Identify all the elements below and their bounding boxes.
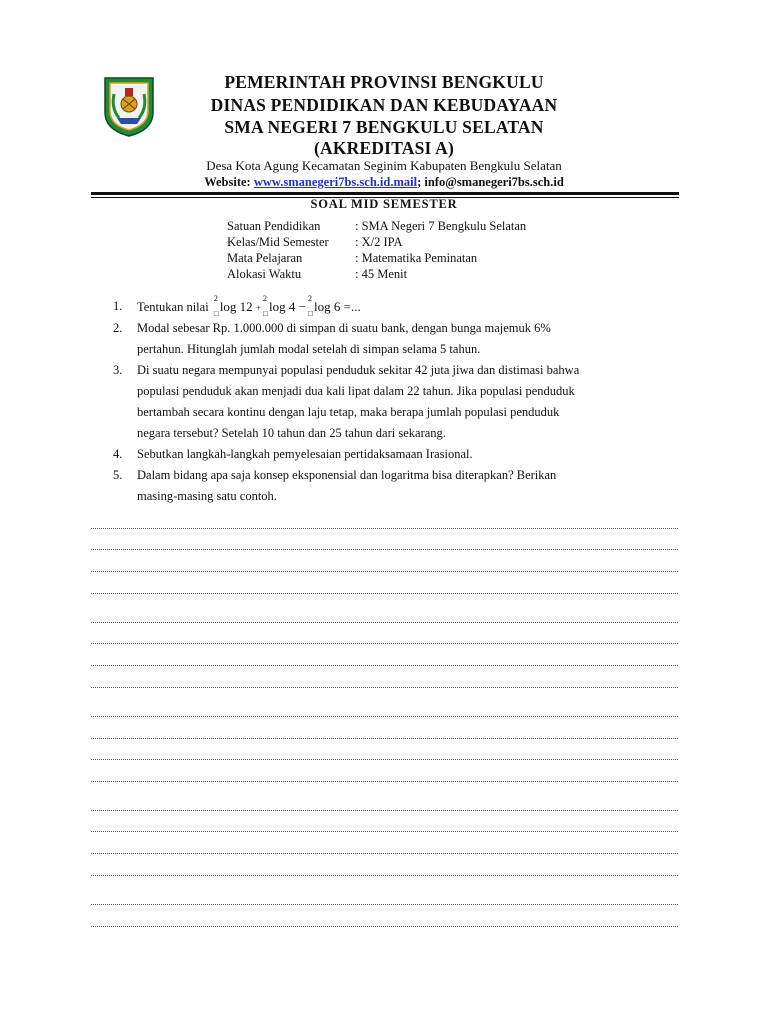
info-label: Mata Pelajaran bbox=[227, 251, 303, 265]
log-term: log 12 bbox=[219, 299, 253, 314]
log-base: 2 bbox=[213, 294, 218, 303]
answer-line[interactable] bbox=[91, 622, 678, 623]
question-number: 3. bbox=[113, 363, 123, 377]
info-value: : 45 Menit bbox=[355, 267, 408, 281]
question-text bbox=[137, 360, 677, 444]
answer-line[interactable] bbox=[91, 665, 678, 666]
header-department: DINAS PENDIDIKAN DAN KEBUDAYAAN bbox=[210, 95, 558, 115]
question-line: Modal sebesar Rp. 1.000.000 di simpan di suatu bank, dengan bunga majemuk 6% bbox=[137, 321, 551, 335]
answer-line[interactable] bbox=[91, 593, 678, 594]
question-number: 1. bbox=[113, 299, 123, 313]
info-label: Satuan Pendidikan bbox=[227, 219, 321, 233]
log-term: log 4 bbox=[269, 299, 296, 314]
answer-line[interactable] bbox=[91, 738, 678, 739]
answer-line[interactable] bbox=[91, 571, 678, 572]
website-link[interactable]: www.smanegeri7bs.sch.id.mail bbox=[253, 175, 418, 189]
expression-tail: =... bbox=[343, 299, 361, 314]
answer-line[interactable] bbox=[91, 759, 678, 760]
answer-line[interactable] bbox=[91, 528, 678, 529]
school-address: Desa Kota Agung Kecamatan Seginim Kabupaten Bengkulu Selatan bbox=[206, 158, 562, 173]
question-line: populasi penduduk akan menjadi dua kali lipat dalam 22 tahun. Jika populasi penduduk bbox=[137, 384, 575, 398]
email-text: ; info@smanegeri7bs.sch.id bbox=[417, 175, 564, 189]
question-line: pertahun. Hitunglah jumlah modal setelah di simpan selama 5 tahun. bbox=[137, 342, 481, 356]
answer-line[interactable] bbox=[91, 716, 678, 717]
document-title: SOAL MID SEMESTER bbox=[310, 197, 458, 211]
answer-line[interactable] bbox=[91, 643, 678, 644]
question-text bbox=[137, 296, 677, 319]
question-line: Di suatu negara mempunyai populasi penduduk sekitar 42 juta jiwa dan distimasi bahwa bbox=[137, 363, 580, 377]
question-line: bertambah secara kontinu dengan laju tetap, maka berapa jumlah populasi penduduk bbox=[137, 405, 560, 419]
answer-line[interactable] bbox=[91, 549, 678, 550]
operator: + bbox=[255, 303, 262, 313]
question-number: 4. bbox=[113, 447, 123, 461]
info-value: : Matematika Peminatan bbox=[355, 251, 478, 265]
header-school-name: SMA NEGERI 7 BENGKULU SELATAN bbox=[224, 117, 544, 137]
info-label: Alokasi Waktu bbox=[227, 267, 302, 281]
header-government: PEMERINTAH PROVINSI BENGKULU bbox=[224, 72, 544, 92]
info-value: : X/2 IPA bbox=[355, 235, 403, 249]
log-base: 2 bbox=[263, 294, 268, 303]
answer-line[interactable] bbox=[91, 781, 678, 782]
question-text bbox=[137, 465, 677, 507]
info-label: Kelas/Mid Semester bbox=[227, 235, 329, 249]
log-base: 2 bbox=[307, 294, 312, 303]
answer-line[interactable] bbox=[91, 875, 678, 876]
question-number: 5. bbox=[113, 468, 123, 482]
answer-line[interactable] bbox=[91, 904, 678, 905]
answer-line[interactable] bbox=[91, 926, 678, 927]
question-text bbox=[137, 444, 677, 465]
answer-line[interactable] bbox=[91, 687, 678, 688]
operator: − bbox=[298, 299, 306, 314]
question-line: Dalam bidang apa saja konsep eksponensial dan logaritma bisa diterapkan? Berikan bbox=[137, 468, 557, 482]
question-prefix: Tentukan nilai bbox=[137, 300, 212, 314]
website-label: Website: bbox=[204, 175, 251, 189]
answer-line[interactable] bbox=[91, 831, 678, 832]
header-divider-thick bbox=[91, 192, 679, 195]
contact-line bbox=[0, 175, 768, 190]
log-term: log 6 bbox=[313, 299, 341, 314]
question-number: 2. bbox=[113, 321, 123, 335]
question-text bbox=[137, 318, 677, 360]
answer-line[interactable] bbox=[91, 853, 678, 854]
header-accreditation: (AKREDITASI A) bbox=[313, 138, 455, 158]
question-line: negara tersebut? Setelah 10 tahun dan 25 tahun dari sekarang. bbox=[137, 426, 446, 440]
log-expression: 2 □ log 12 + 2 □ log 4 − 2 □ log 6 =... bbox=[212, 296, 361, 319]
question-line: Sebutkan langkah-langkah pemyelesaian pertidaksamaan Irasional. bbox=[137, 447, 473, 461]
info-value: : SMA Negeri 7 Bengkulu Selatan bbox=[355, 219, 527, 233]
answer-line[interactable] bbox=[91, 810, 678, 811]
question-line: masing-masing satu contoh. bbox=[137, 489, 277, 503]
